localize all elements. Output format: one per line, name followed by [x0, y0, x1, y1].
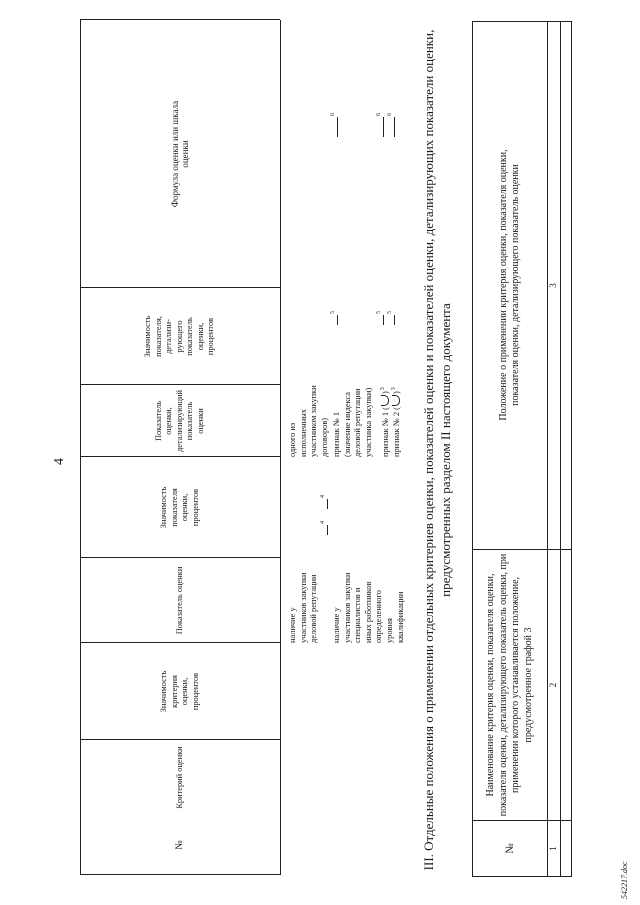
- header-criterion-name: Наименование критерия оценки, показателя оценки, показателя оценки, детализирующего показатель оценки, при применении которого устанавливается положение, предусмотренное графой 3: [485, 553, 534, 817]
- header-application-position: Положение о применении критерия оценки, показателя оценки, показателя оценки, детализирующего показатель оценки: [497, 149, 521, 421]
- footnote-marker: 5: [376, 311, 382, 314]
- column-number: 1: [548, 846, 558, 851]
- detail-sign-1-reputation-index: признак № 1 (значение индекса деловой репутации участника закупки): [332, 387, 373, 457]
- indicator-business-reputation: наличие у участников закупки деловой репутации: [288, 572, 319, 643]
- column-number: 2: [548, 682, 558, 688]
- indicator-qualified-staff: наличие у участников закупки специалистов и иных работников определенного уровня квалификации: [332, 572, 405, 643]
- detail-sign-1: признак № 1 ()$^3$: [380, 387, 390, 457]
- header-formula: Формула оценки или шкала оценки: [169, 100, 190, 208]
- blank-line: [383, 315, 384, 325]
- blank-line: [327, 499, 328, 509]
- header-detail-weight: Значимость показателя, детализи-рующего показатель оценки, процентов: [143, 315, 216, 358]
- footer-document-code: 542217.doc: [620, 861, 629, 899]
- header-criterion: Критерий оценки: [174, 746, 184, 809]
- blank-line: [394, 315, 395, 325]
- section-iii-table: [472, 21, 572, 877]
- header-no: №: [503, 843, 516, 854]
- header-no: №: [173, 840, 185, 850]
- header-indicator-weight: Значимость показателя оценки, процентов: [159, 486, 200, 529]
- blank-line: [337, 117, 338, 137]
- detail-sign-2: признак № 2 ()$^3$: [391, 387, 401, 457]
- detail-continuation-text: одного из исполненных участником закупки договоров): [288, 385, 329, 457]
- footnote-marker: 5: [387, 311, 393, 314]
- header-detail-indicator: Показатель оценки, детализирующий показатель оценки: [153, 390, 205, 452]
- footnote-marker: 6: [376, 113, 382, 116]
- blank-line: [327, 525, 328, 535]
- table-number-row-rule: [560, 22, 561, 876]
- footnote-marker: 4: [320, 521, 326, 524]
- table-header-rule: [280, 20, 281, 875]
- blank-line: [337, 315, 338, 325]
- header-indicator: Показатель оценки: [174, 566, 184, 635]
- blank-line: [383, 117, 384, 137]
- evaluation-criteria-table: [80, 20, 405, 875]
- column-number: 3: [548, 283, 558, 288]
- footnote-marker: 6: [387, 113, 393, 116]
- footnote-marker: 4: [320, 495, 326, 498]
- section-iii-title: III. Отдельные положения о применении отдельных критериев оценки, показателей оценки и показателей оценки, детализирующих показатели оценки, предусмотренных разделом II настоящего документа: [421, 29, 453, 871]
- footnote-marker: 6: [330, 113, 336, 116]
- blank-line: [394, 117, 395, 137]
- page-number: 4: [52, 458, 67, 465]
- header-criterion-weight: Значимость критерия оценки, процентов: [159, 670, 200, 713]
- footnote-marker: 5: [330, 311, 336, 314]
